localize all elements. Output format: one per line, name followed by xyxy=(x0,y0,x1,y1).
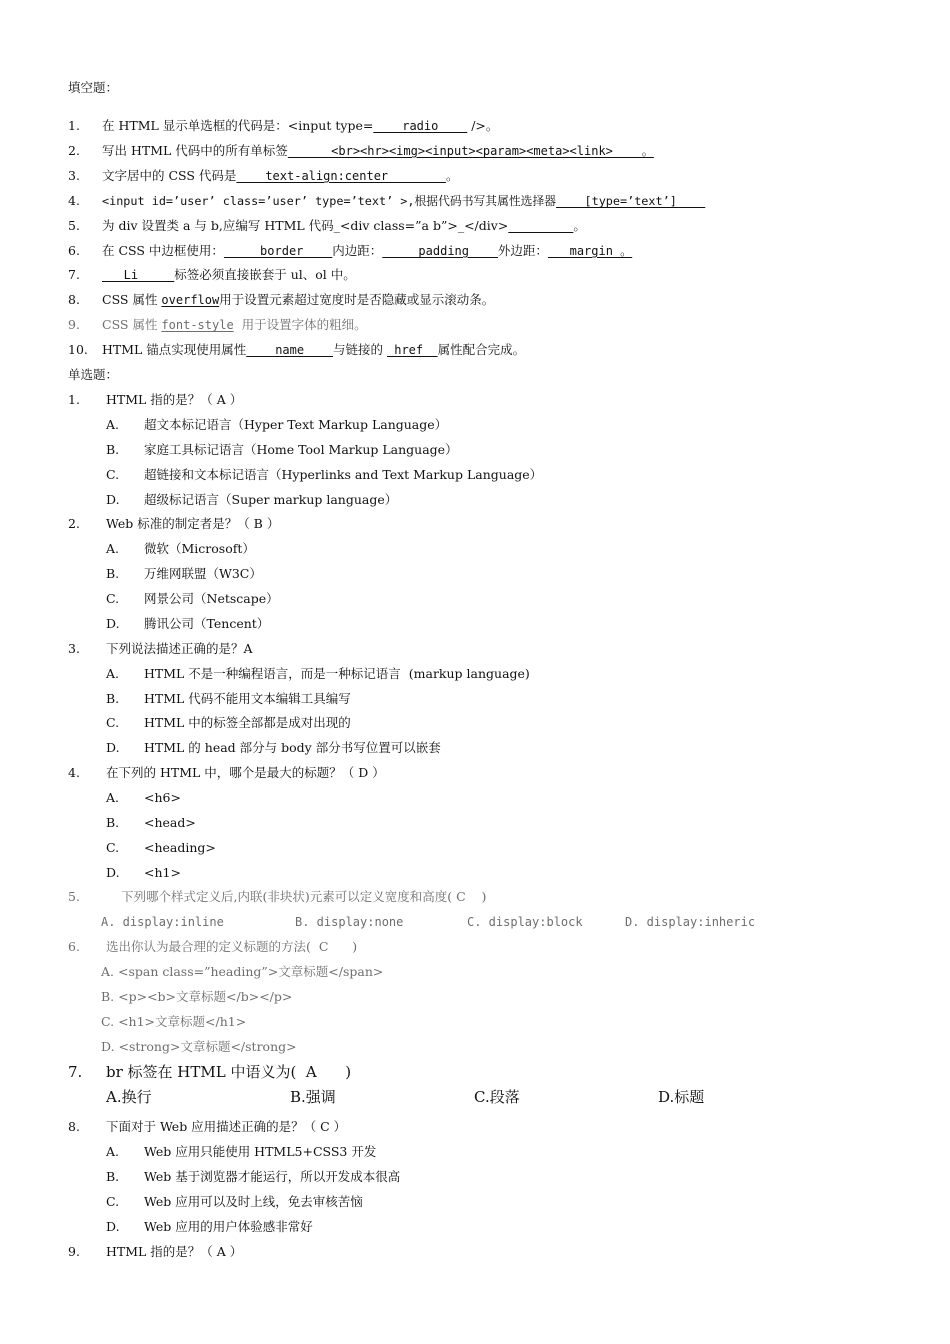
item-text: <input id=’user’ class=’user’ type=’text’ >,根据代码书写其属性选择器 xyxy=(102,194,557,208)
question-9 xyxy=(68,1243,242,1261)
answer-blank: padding xyxy=(382,244,498,258)
option-text: HTML 不是一种编程语言，而是一种标记语言 (markup language) xyxy=(144,666,530,681)
option-b: B.强调 xyxy=(290,1088,336,1106)
question-text: 下列哪个样式定义后,内联(非块状)元素可以定义宽度和高度( C ) xyxy=(121,889,487,904)
single-heading: 单选题： xyxy=(68,367,119,382)
fill-item-5 xyxy=(68,217,586,235)
option-text: HTML 的 head 部分与 body 部分书写位置可以嵌套 xyxy=(144,740,441,755)
question-number: 8. xyxy=(68,1119,80,1134)
option xyxy=(106,441,458,459)
option-row xyxy=(101,913,756,931)
question-7 xyxy=(68,1061,351,1083)
option xyxy=(106,491,397,509)
option-row xyxy=(106,1086,705,1108)
option-text: <head> xyxy=(144,815,196,830)
option-d: D.标题 xyxy=(658,1088,705,1106)
option-letter: B. xyxy=(106,566,120,581)
option-text: HTML 代码不能用文本编辑工具编写 xyxy=(144,691,351,706)
option-text: HTML 中的标签全部都是成对出现的 xyxy=(144,715,351,730)
item-text: 属性配合完成。 xyxy=(437,342,526,357)
option-text: Web 基于浏览器才能运行，所以开发成本很高 xyxy=(144,1169,401,1184)
question-number: 7. xyxy=(68,1063,83,1081)
answer-blank xyxy=(508,219,573,233)
option-letter: D. xyxy=(106,865,120,880)
option-letter: C. xyxy=(106,840,120,855)
item-text: 在 HTML 显示单选框的代码是：<input type= xyxy=(102,118,374,133)
fill-item-6 xyxy=(68,242,632,260)
option xyxy=(106,1168,400,1186)
question-text: 下面对于 Web 应用描述正确的是？（ C ） xyxy=(106,1119,347,1134)
option xyxy=(106,665,530,683)
answer-blank: font-style xyxy=(161,318,234,332)
answer-blank: radio xyxy=(373,119,468,133)
question-1 xyxy=(68,391,242,409)
option-a: A.换行 xyxy=(106,1088,152,1106)
answer-blank: <br><hr><img><input><param><meta><link> 。 xyxy=(287,144,654,158)
answer-blank: overflow xyxy=(161,293,220,307)
fill-item-3 xyxy=(68,167,458,185)
fill-item-1 xyxy=(68,117,498,135)
question-number: 5. xyxy=(68,889,80,904)
fill-item-2 xyxy=(68,142,654,160)
item-number: 3. xyxy=(68,168,80,183)
option xyxy=(106,1143,376,1161)
question-4 xyxy=(68,764,385,782)
item-number: 9. xyxy=(68,317,80,332)
option-text: <h1> xyxy=(144,865,181,880)
option xyxy=(106,714,351,732)
option-text: Web 应用可以及时上线，免去审核苦恼 xyxy=(144,1194,363,1209)
option-letter: D. xyxy=(106,616,120,631)
option-d: D. display:inheric xyxy=(625,915,756,929)
question-text: Web 标准的制定者是？（ B ） xyxy=(106,516,280,531)
question-text: 下列说法描述正确的是？A xyxy=(106,641,253,656)
question-text: br 标签在 HTML 中语义为( A ) xyxy=(106,1063,352,1081)
item-text: CSS 属性 xyxy=(102,292,162,307)
option-letter: D. xyxy=(106,740,120,755)
question-number: 4. xyxy=(68,765,80,780)
option-a: A. display:inline xyxy=(101,915,224,929)
option-c: C.段落 xyxy=(474,1088,520,1106)
option-text: 超级标记语言（Super markup language） xyxy=(144,492,398,507)
question-text: 选出你认为最合理的定义标题的方法( C ) xyxy=(106,939,358,954)
option-text: 网景公司（Netscape） xyxy=(144,591,279,606)
question-number: 9. xyxy=(68,1244,80,1259)
option-letter: B. xyxy=(106,442,120,457)
option-letter: D. xyxy=(106,1219,120,1234)
item-text: />。 xyxy=(467,118,499,133)
item-text: 用于设置字体的粗细。 xyxy=(233,317,367,332)
option-text: Web 应用只能使用 HTML5+CSS3 开发 xyxy=(144,1144,377,1159)
option-letter: C. xyxy=(106,715,120,730)
option-letter: C. xyxy=(106,591,120,606)
option-text: 腾讯公司（Tencent） xyxy=(144,616,270,631)
option-letter: B. xyxy=(106,1169,120,1184)
option xyxy=(106,864,181,882)
answer-blank: border xyxy=(223,244,333,258)
question-number: 2. xyxy=(68,516,80,531)
fill-item-8 xyxy=(68,291,494,309)
question-text: HTML 指的是？（ A ） xyxy=(106,1244,243,1259)
item-text: 与链接的 xyxy=(333,342,387,357)
question-2 xyxy=(68,515,279,533)
option-c: C. display:block xyxy=(467,915,583,929)
option-text: 家庭工具标记语言（Home Tool Markup Language） xyxy=(144,442,458,457)
option xyxy=(106,1193,363,1211)
item-number: 4. xyxy=(68,193,80,208)
option: C. <h1>文章标题</h1> xyxy=(101,1014,247,1029)
option xyxy=(106,1218,313,1236)
option xyxy=(106,466,542,484)
option-text: 超链接和文本标记语言（Hyperlinks and Text Markup Language） xyxy=(144,467,543,482)
item-text: 。 xyxy=(573,218,586,233)
option xyxy=(106,416,447,434)
question-number: 3. xyxy=(68,641,80,656)
option-letter: B. xyxy=(106,691,120,706)
item-number: 6. xyxy=(68,243,80,258)
item-text: 。 xyxy=(445,168,459,183)
option xyxy=(106,540,255,558)
question-8 xyxy=(68,1118,346,1136)
option-letter: A. xyxy=(106,541,120,556)
option: B. <p><b>文章标题</b></p> xyxy=(101,989,293,1004)
option-letter: A. xyxy=(106,1144,120,1159)
fill-item-9 xyxy=(68,316,367,334)
option: A. <span class=”heading”>文章标题</span> xyxy=(101,964,384,979)
fill-item-10 xyxy=(68,341,525,359)
answer-blank: name xyxy=(246,343,334,357)
item-text: 外边距： xyxy=(497,243,548,258)
question-3 xyxy=(68,640,253,658)
item-number: 8. xyxy=(68,292,80,307)
answer-blank: href xyxy=(387,343,438,357)
answer-blank: [type=’text’] xyxy=(556,194,706,208)
item-text: CSS 属性 xyxy=(102,317,162,332)
item-text: 为 div 设置类 a 与 b,应编写 HTML 代码_<div class=”a b”>_</div> xyxy=(102,218,509,233)
option xyxy=(106,839,216,857)
question-number: 1. xyxy=(68,392,80,407)
option: D. <strong>文章标题</strong> xyxy=(101,1039,297,1054)
fill-heading: 填空题： xyxy=(68,80,119,95)
item-number: 7. xyxy=(68,267,80,282)
option-text: <h6> xyxy=(144,790,181,805)
answer-blank: text-align:center xyxy=(236,169,446,183)
option xyxy=(106,590,279,608)
answer-blank: Li xyxy=(102,268,175,282)
item-number: 5. xyxy=(68,218,80,233)
option-b: B. display:none xyxy=(295,915,404,929)
option-text: 微软（Microsoft） xyxy=(144,541,255,556)
item-text: 写出 HTML 代码中的所有单标签 xyxy=(102,143,288,158)
item-text: 内边距： xyxy=(332,243,383,258)
item-text: HTML 锚点实现使用属性 xyxy=(102,342,247,357)
question-text: 在下列的 HTML 中，哪个是最大的标题？（ D ） xyxy=(106,765,385,780)
fill-item-7 xyxy=(68,266,356,284)
fill-item-4 xyxy=(68,192,705,210)
option xyxy=(106,789,181,807)
question-text: HTML 指的是？（ A ） xyxy=(106,392,243,407)
option-letter: A. xyxy=(106,417,120,432)
option-letter: D. xyxy=(106,492,120,507)
option-text: 超文本标记语言（Hyper Text Markup Language） xyxy=(144,417,448,432)
answer-blank: margin 。 xyxy=(547,244,633,258)
option xyxy=(106,739,441,757)
option-letter: C. xyxy=(106,1194,120,1209)
option xyxy=(106,565,262,583)
option xyxy=(106,814,196,832)
option-text: <heading> xyxy=(144,840,216,855)
option xyxy=(106,690,351,708)
item-number: 10. xyxy=(68,342,88,357)
item-text: 在 CSS 中边框使用： xyxy=(102,243,224,258)
question-6 xyxy=(68,938,357,956)
option-letter: B. xyxy=(106,815,120,830)
question-number: 6. xyxy=(68,939,80,954)
option-letter: A. xyxy=(106,790,120,805)
item-text: 标签必须直接嵌套于 ul、ol 中。 xyxy=(174,267,356,282)
item-number: 1. xyxy=(68,118,80,133)
item-text: 文字居中的 CSS 代码是 xyxy=(102,168,237,183)
option-text: 万维网联盟（W3C） xyxy=(144,566,262,581)
item-text: 用于设置元素超过宽度时是否隐藏或显示滚动条。 xyxy=(219,292,495,307)
option-text: Web 应用的用户体验感非常好 xyxy=(144,1219,313,1234)
option-letter: C. xyxy=(106,467,120,482)
item-number: 2. xyxy=(68,143,80,158)
question-5 xyxy=(68,888,486,906)
option xyxy=(106,615,269,633)
option-letter: A. xyxy=(106,666,120,681)
